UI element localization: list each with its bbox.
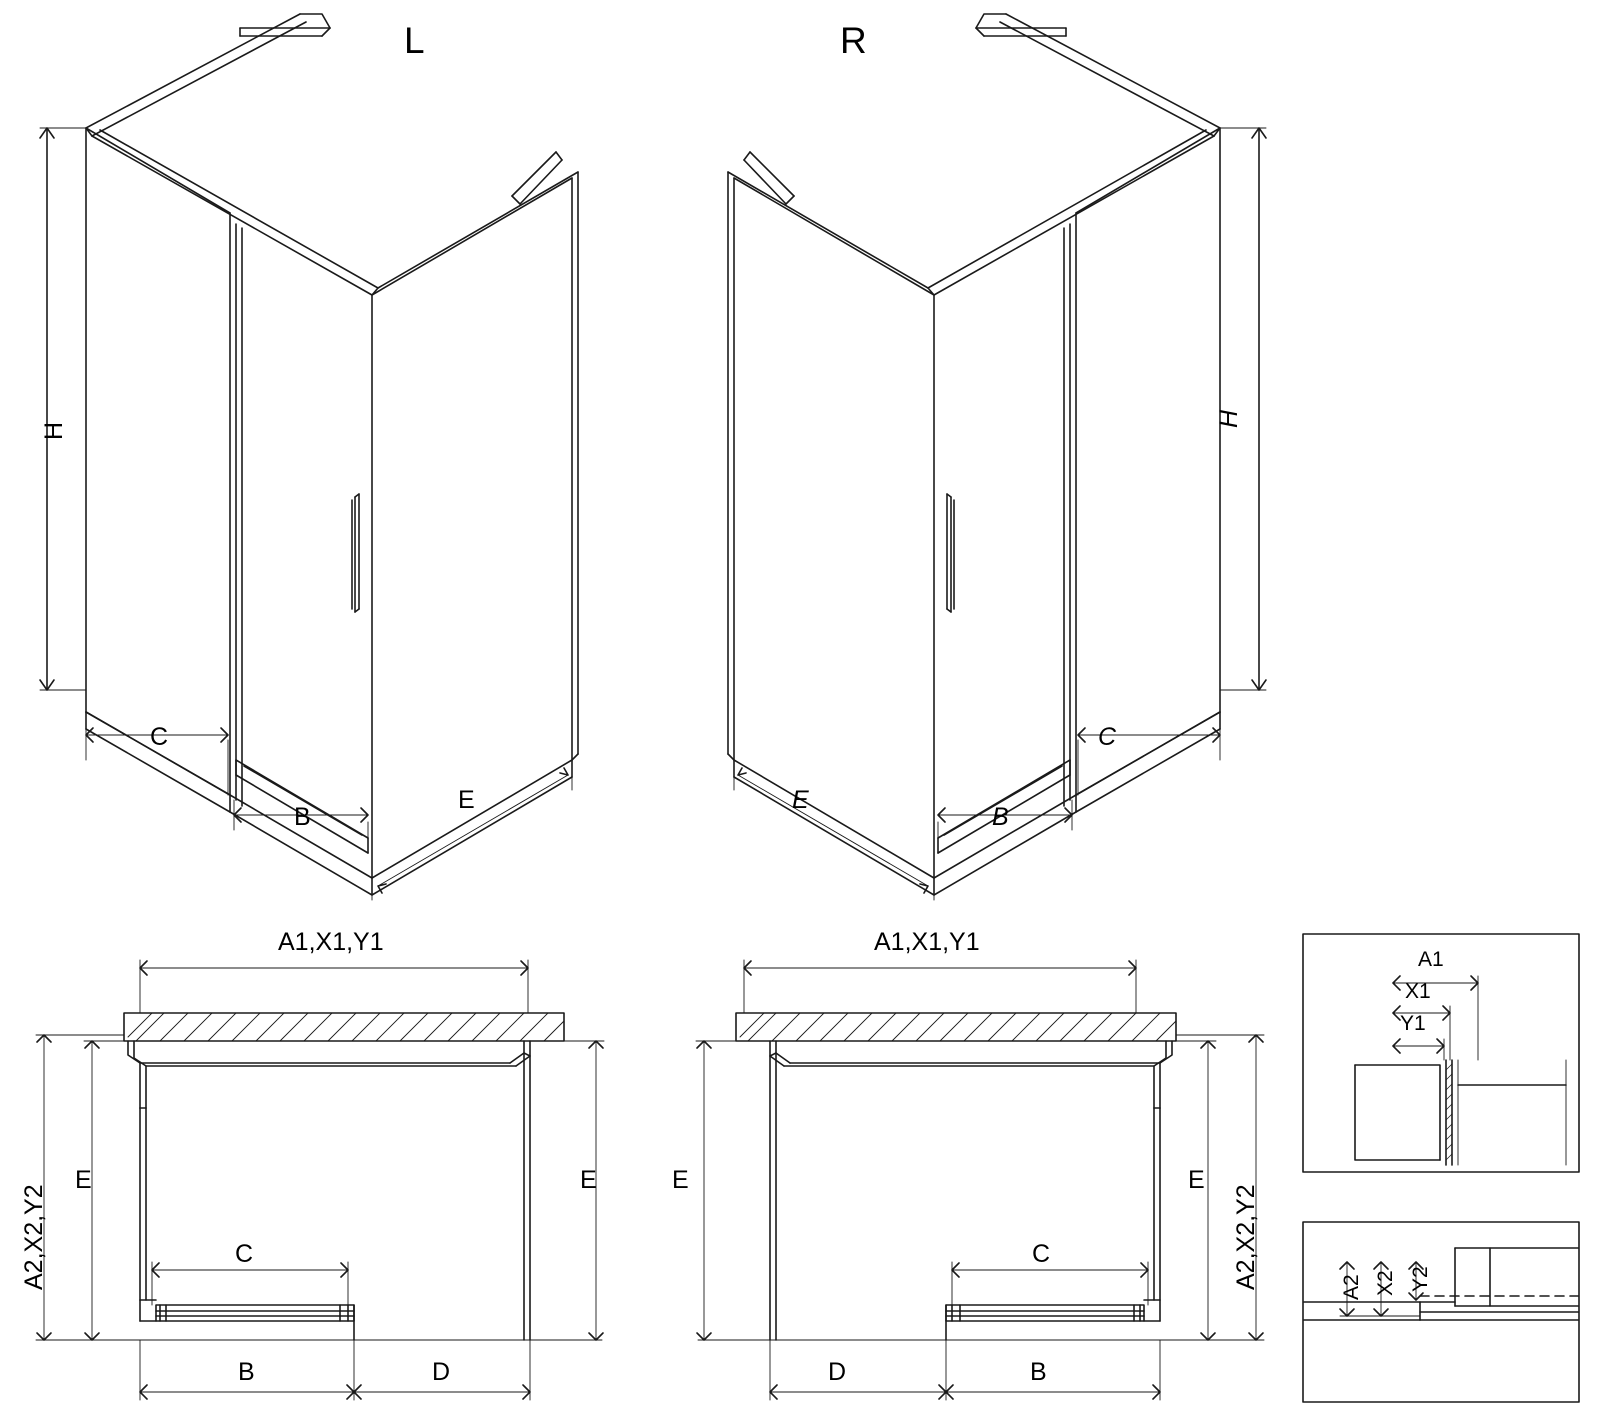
detail-view-bottom	[1303, 1222, 1579, 1402]
plan-right-dim-c: C	[1032, 1240, 1051, 1268]
detail-top-label-a1: A1	[1418, 948, 1444, 971]
plan-view-right	[696, 960, 1264, 1400]
detail-bottom-label-a2: A2	[1340, 1274, 1363, 1300]
plan-left-dim-d: D	[432, 1358, 451, 1386]
plan-left-dim-c: C	[235, 1240, 254, 1268]
iso-left-dim-b: B	[294, 803, 311, 831]
iso-right-dim-e: E	[792, 786, 809, 814]
plan-left-inner-left-dim: E	[75, 1166, 92, 1194]
plan-right-dim-d: D	[828, 1358, 847, 1386]
iso-right-dim-c: C	[1098, 723, 1117, 751]
iso-left-dim-h: H	[40, 421, 68, 440]
detail-bottom-label-x2: X2	[1374, 1270, 1397, 1296]
detail-top-label-x1: X1	[1405, 980, 1431, 1003]
detail-bottom-label-y2: Y2	[1409, 1266, 1432, 1292]
plan-right-inner-left-dim: E	[672, 1166, 689, 1194]
iso-right-dim-b: B	[992, 803, 1009, 831]
plan-right-side-dim: A2,X2,Y2	[1232, 1184, 1260, 1290]
plan-left-inner-right-dim: E	[580, 1166, 597, 1194]
plan-right-dim-b: B	[1030, 1358, 1047, 1386]
view-label-left: L	[404, 20, 425, 61]
iso-view-right	[728, 14, 1266, 900]
plan-left-dim-b: B	[238, 1358, 255, 1386]
plan-view-left	[36, 960, 604, 1400]
view-label-right: R	[840, 20, 867, 61]
detail-top-label-y1: Y1	[1400, 1012, 1426, 1035]
iso-left-dim-c: C	[150, 723, 169, 751]
plan-right-inner-right-dim: E	[1188, 1166, 1205, 1194]
iso-view-left	[40, 14, 578, 900]
plan-left-side-dim: A2,X2,Y2	[20, 1184, 48, 1290]
plan-right-top-dim: A1,X1,Y1	[874, 928, 980, 956]
plan-left-top-dim: A1,X1,Y1	[278, 928, 384, 956]
iso-right-dim-h: H	[1215, 409, 1243, 428]
iso-left-dim-e: E	[458, 786, 475, 814]
